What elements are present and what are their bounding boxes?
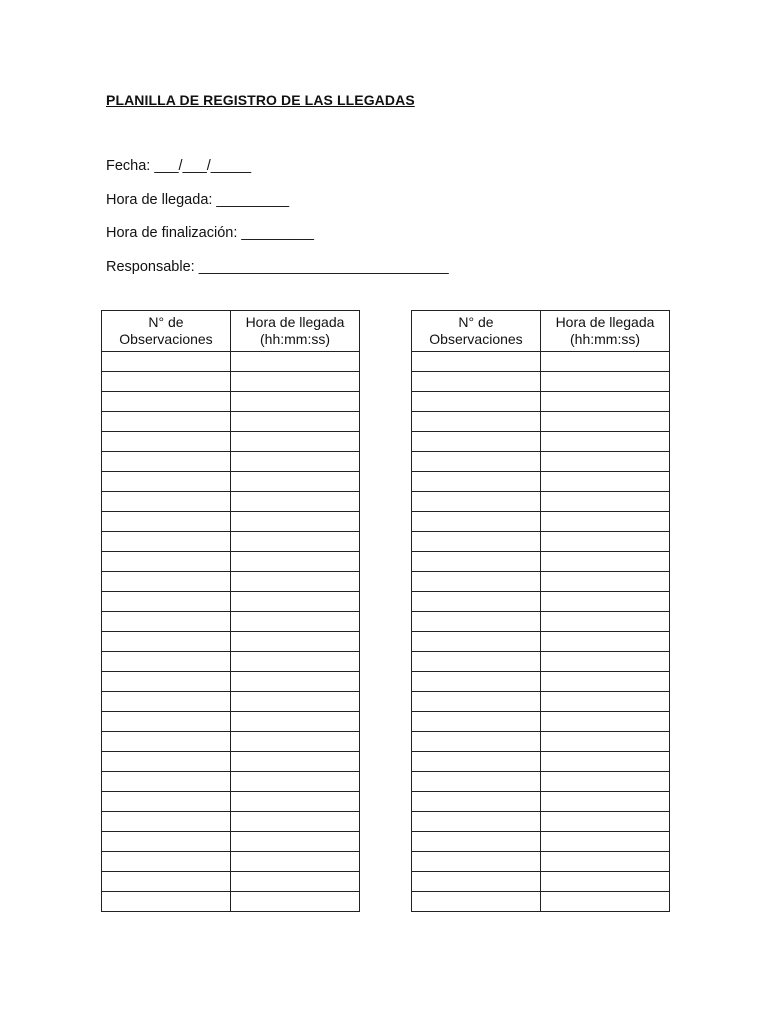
- header-hora-llegada-line2: (hh:mm:ss): [260, 331, 330, 347]
- table-row: [412, 512, 670, 532]
- header-observaciones-line2: Observaciones: [119, 331, 213, 347]
- hora-llegada-cell[interactable]: [541, 592, 670, 612]
- observacion-cell[interactable]: [102, 632, 231, 652]
- observacion-cell[interactable]: [412, 512, 541, 532]
- observacion-cell[interactable]: [102, 532, 231, 552]
- table-row: [412, 612, 670, 632]
- table-row: [412, 532, 670, 552]
- observacion-cell[interactable]: [102, 712, 231, 732]
- hora-llegada-cell[interactable]: [541, 632, 670, 652]
- observacion-cell[interactable]: [102, 832, 231, 852]
- hora-llegada-cell[interactable]: [231, 712, 360, 732]
- hora-llegada-cell[interactable]: [541, 432, 670, 452]
- hora-llegada-cell[interactable]: [231, 672, 360, 692]
- hora-llegada-cell[interactable]: [231, 852, 360, 872]
- observacion-cell[interactable]: [412, 472, 541, 492]
- table-row: [102, 392, 360, 412]
- observacion-cell[interactable]: [102, 752, 231, 772]
- registro-table-right: [411, 310, 670, 912]
- observacion-cell[interactable]: [412, 492, 541, 512]
- table-row: [102, 612, 360, 632]
- hora-llegada-cell[interactable]: [541, 712, 670, 732]
- hora-llegada-cell[interactable]: [541, 792, 670, 812]
- observacion-cell[interactable]: [102, 892, 231, 912]
- hora-llegada-cell[interactable]: [541, 772, 670, 792]
- table-row: [412, 572, 670, 592]
- table-row: [102, 532, 360, 552]
- hora-llegada-cell[interactable]: [231, 872, 360, 892]
- observacion-cell[interactable]: [412, 752, 541, 772]
- table-row: [412, 492, 670, 512]
- header-hora-llegada-line1: Hora de llegada: [245, 314, 345, 330]
- table-row: [102, 552, 360, 572]
- hora-llegada-cell[interactable]: [231, 692, 360, 712]
- observacion-cell[interactable]: [102, 352, 231, 372]
- observacion-cell[interactable]: [412, 372, 541, 392]
- table-row: [102, 592, 360, 612]
- hora-llegada-cell[interactable]: [231, 492, 360, 512]
- table-row: [412, 692, 670, 712]
- table-row: [102, 892, 360, 912]
- table-row: [102, 712, 360, 732]
- observacion-cell[interactable]: [102, 692, 231, 712]
- observacion-cell[interactable]: [102, 552, 231, 572]
- hora-llegada-cell[interactable]: [231, 632, 360, 652]
- document-title: PLANILLA DE REGISTRO DE LAS LLEGADAS: [106, 92, 415, 108]
- table-body-left: [102, 352, 360, 912]
- observacion-cell[interactable]: [102, 392, 231, 412]
- observacion-cell[interactable]: [412, 732, 541, 752]
- table-row: [412, 672, 670, 692]
- hora-llegada-cell[interactable]: [231, 612, 360, 632]
- responsable-field: Responsable: _______________________________: [106, 259, 449, 275]
- hora-llegada-cell[interactable]: [231, 572, 360, 592]
- observacion-cell[interactable]: [102, 732, 231, 752]
- table-row: [412, 632, 670, 652]
- registro-table-left: [101, 310, 360, 912]
- table-row: [102, 792, 360, 812]
- observacion-cell[interactable]: [412, 572, 541, 592]
- observacion-cell[interactable]: [102, 852, 231, 872]
- table-row: [412, 712, 670, 732]
- observacion-cell[interactable]: [102, 872, 231, 892]
- observacion-cell[interactable]: [412, 852, 541, 872]
- table-row: [102, 772, 360, 792]
- table-row: [102, 812, 360, 832]
- table-row: [102, 492, 360, 512]
- hora-llegada-cell[interactable]: [541, 612, 670, 632]
- observacion-cell[interactable]: [102, 812, 231, 832]
- header-hora-llegada-line2: (hh:mm:ss): [570, 331, 640, 347]
- table-row: [102, 452, 360, 472]
- table-row: [412, 472, 670, 492]
- header-hora-llegada-line1: Hora de llegada: [555, 314, 655, 330]
- hora-llegada-cell[interactable]: [541, 652, 670, 672]
- table-body-right: [412, 352, 670, 912]
- hora-llegada-cell[interactable]: [541, 352, 670, 372]
- observacion-cell[interactable]: [102, 672, 231, 692]
- table-row: [102, 752, 360, 772]
- hora-llegada-cell[interactable]: [231, 512, 360, 532]
- table-row: [412, 432, 670, 452]
- table-row: [412, 352, 670, 372]
- header-observaciones-line1: N° de: [458, 314, 494, 330]
- hora-llegada-cell[interactable]: [541, 492, 670, 512]
- observacion-cell[interactable]: [412, 792, 541, 812]
- observacion-cell[interactable]: [412, 872, 541, 892]
- table-row: [412, 652, 670, 672]
- hora-llegada-cell[interactable]: [231, 732, 360, 752]
- observacion-cell[interactable]: [102, 792, 231, 812]
- table-row: [412, 732, 670, 752]
- table-row: [102, 732, 360, 752]
- observacion-cell[interactable]: [412, 772, 541, 792]
- header-observaciones-line2: Observaciones: [429, 331, 523, 347]
- hora-llegada-cell[interactable]: [541, 452, 670, 472]
- observacion-cell[interactable]: [412, 832, 541, 852]
- hora-llegada-cell[interactable]: [541, 392, 670, 412]
- observacion-cell[interactable]: [412, 632, 541, 652]
- hora-llegada-cell[interactable]: [231, 812, 360, 832]
- table-row: [102, 872, 360, 892]
- hora-finalizacion-field: Hora de finalización: _________: [106, 225, 314, 241]
- hora-llegada-cell[interactable]: [231, 352, 360, 372]
- table-row: [412, 852, 670, 872]
- hora-llegada-cell[interactable]: [541, 372, 670, 392]
- hora-llegada-cell[interactable]: [541, 572, 670, 592]
- table-row: [412, 412, 670, 432]
- header-hora-llegada: [541, 311, 670, 352]
- observacion-cell[interactable]: [412, 432, 541, 452]
- header-hora-llegada: [231, 311, 360, 352]
- hora-llegada-cell[interactable]: [231, 532, 360, 552]
- hora-llegada-cell[interactable]: [231, 832, 360, 852]
- hora-llegada-cell[interactable]: [231, 472, 360, 492]
- hora-llegada-cell[interactable]: [541, 532, 670, 552]
- hora-llegada-cell[interactable]: [541, 472, 670, 492]
- hora-llegada-cell[interactable]: [541, 832, 670, 852]
- table-row: [102, 852, 360, 872]
- observacion-cell[interactable]: [412, 692, 541, 712]
- hora-llegada-cell[interactable]: [541, 872, 670, 892]
- hora-llegada-cell[interactable]: [541, 812, 670, 832]
- observacion-cell[interactable]: [102, 652, 231, 672]
- hora-llegada-cell[interactable]: [231, 372, 360, 392]
- observacion-cell[interactable]: [412, 392, 541, 412]
- observacion-cell[interactable]: [412, 552, 541, 572]
- hora-llegada-cell[interactable]: [541, 552, 670, 572]
- hora-llegada-cell[interactable]: [231, 792, 360, 812]
- hora-llegada-cell[interactable]: [541, 512, 670, 532]
- table-row: [412, 452, 670, 472]
- observacion-cell[interactable]: [412, 892, 541, 912]
- observacion-cell[interactable]: [412, 712, 541, 732]
- table-row: [102, 372, 360, 392]
- hora-llegada-cell[interactable]: [541, 852, 670, 872]
- table-row: [102, 352, 360, 372]
- observacion-cell[interactable]: [102, 612, 231, 632]
- observacion-cell[interactable]: [412, 412, 541, 432]
- header-observaciones: [412, 311, 541, 352]
- hora-llegada-cell[interactable]: [541, 752, 670, 772]
- hora-llegada-cell[interactable]: [541, 412, 670, 432]
- observacion-cell[interactable]: [412, 812, 541, 832]
- fecha-field: Fecha: ___/___/_____: [106, 158, 252, 174]
- observacion-cell[interactable]: [102, 572, 231, 592]
- observacion-cell[interactable]: [412, 452, 541, 472]
- header-observaciones: [102, 311, 231, 352]
- observacion-cell[interactable]: [102, 372, 231, 392]
- table-row: [412, 372, 670, 392]
- observacion-cell[interactable]: [102, 772, 231, 792]
- hora-llegada-cell[interactable]: [541, 732, 670, 752]
- hora-llegada-cell[interactable]: [231, 452, 360, 472]
- table-row: [412, 592, 670, 612]
- observacion-cell[interactable]: [102, 592, 231, 612]
- observacion-cell[interactable]: [102, 452, 231, 472]
- hora-llegada-cell[interactable]: [231, 752, 360, 772]
- table-row: [102, 832, 360, 852]
- table-row: [102, 652, 360, 672]
- hora-llegada-cell[interactable]: [231, 592, 360, 612]
- table-row: [412, 872, 670, 892]
- hora-llegada-cell[interactable]: [541, 672, 670, 692]
- observacion-cell[interactable]: [102, 412, 231, 432]
- observacion-cell[interactable]: [412, 532, 541, 552]
- table-row: [412, 772, 670, 792]
- table-row: [412, 892, 670, 912]
- table-row: [412, 812, 670, 832]
- table-row: [102, 632, 360, 652]
- table-row: [412, 792, 670, 812]
- table-row: [102, 692, 360, 712]
- table-row: [102, 672, 360, 692]
- observacion-cell[interactable]: [412, 612, 541, 632]
- observacion-cell[interactable]: [102, 492, 231, 512]
- observacion-cell[interactable]: [412, 592, 541, 612]
- table-row: [412, 552, 670, 572]
- observacion-cell[interactable]: [102, 512, 231, 532]
- header-observaciones-line1: N° de: [148, 314, 184, 330]
- observacion-cell[interactable]: [102, 472, 231, 492]
- table-row: [102, 412, 360, 432]
- hora-llegada-cell[interactable]: [231, 772, 360, 792]
- observacion-cell[interactable]: [412, 352, 541, 372]
- table-row: [412, 832, 670, 852]
- table-row: [102, 512, 360, 532]
- observacion-cell[interactable]: [412, 672, 541, 692]
- hora-llegada-cell[interactable]: [231, 432, 360, 452]
- table-row: [412, 752, 670, 772]
- hora-llegada-cell[interactable]: [231, 392, 360, 412]
- hora-llegada-field: Hora de llegada: _________: [106, 192, 290, 208]
- table-row: [102, 572, 360, 592]
- table-row: [102, 432, 360, 452]
- observacion-cell[interactable]: [412, 652, 541, 672]
- hora-llegada-cell[interactable]: [541, 692, 670, 712]
- hora-llegada-cell[interactable]: [541, 892, 670, 912]
- hora-llegada-cell[interactable]: [231, 652, 360, 672]
- hora-llegada-cell[interactable]: [231, 552, 360, 572]
- observacion-cell[interactable]: [102, 432, 231, 452]
- table-row: [412, 392, 670, 412]
- hora-llegada-cell[interactable]: [231, 412, 360, 432]
- table-row: [102, 472, 360, 492]
- hora-llegada-cell[interactable]: [231, 892, 360, 912]
